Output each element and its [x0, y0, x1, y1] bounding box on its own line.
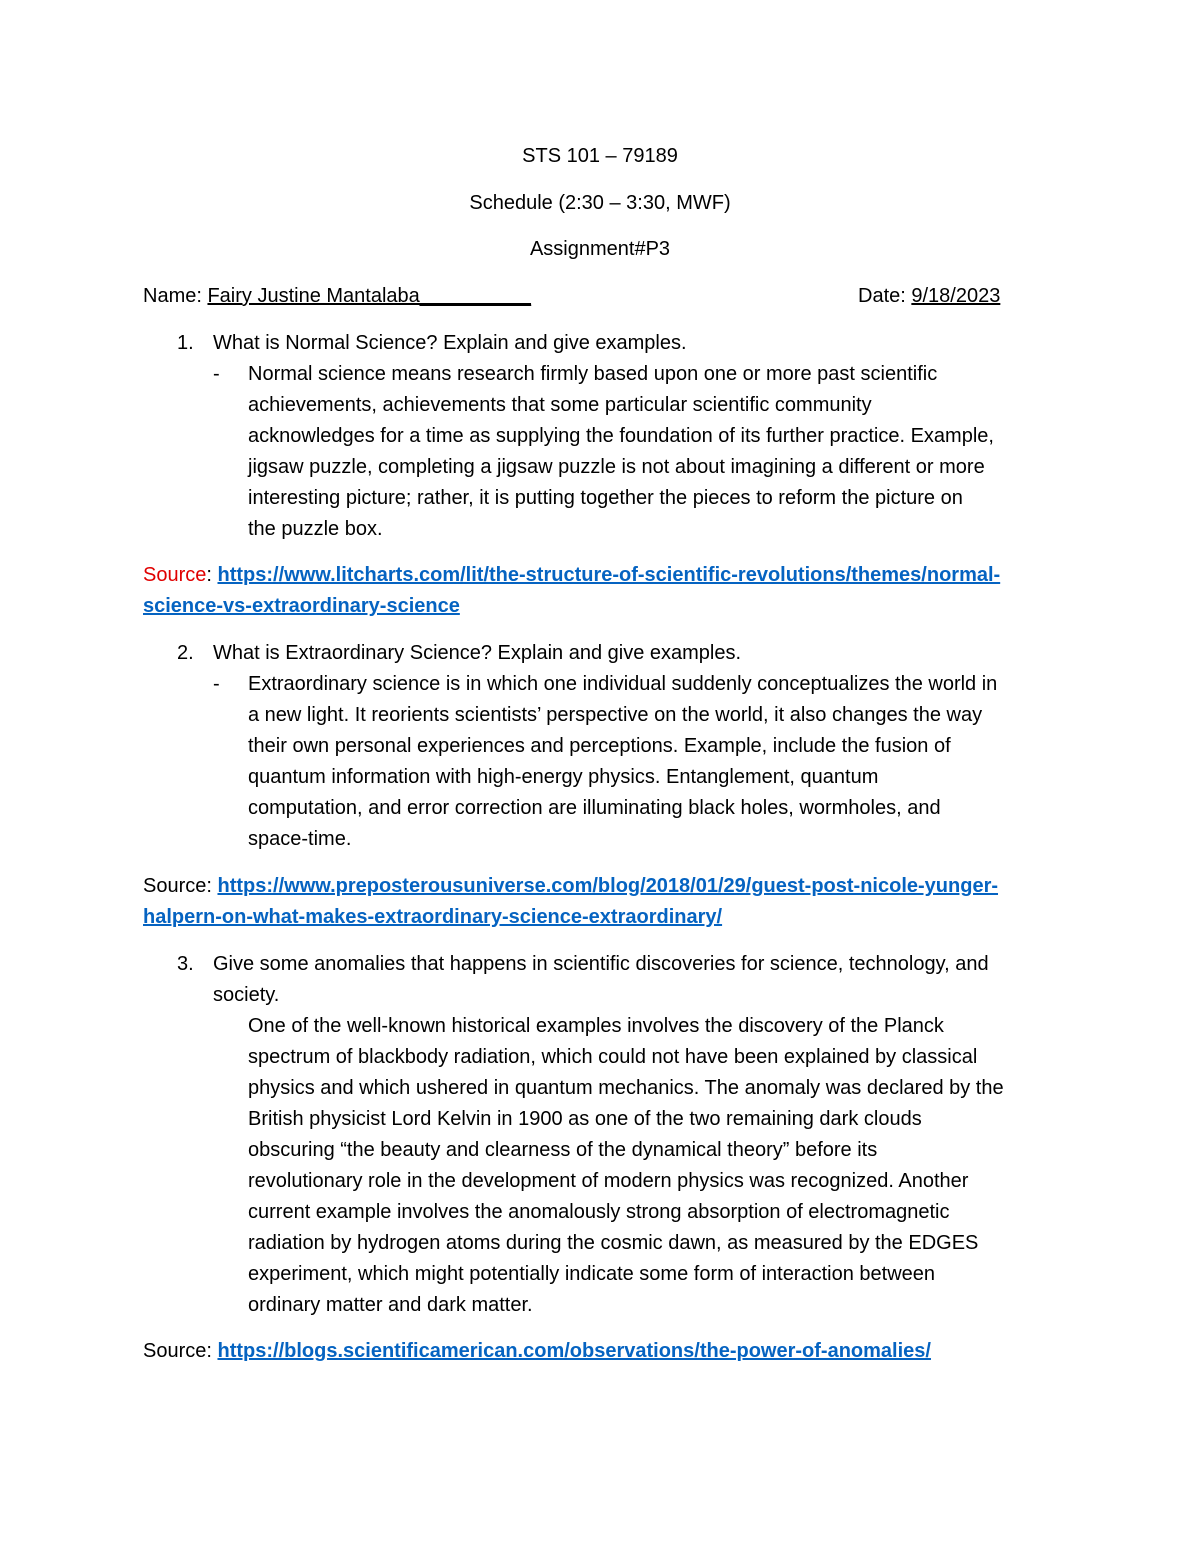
q1-bullet: -: [213, 363, 220, 385]
q3-answer-line: obscuring “the beauty and clearness of the dynamical theory” before its: [248, 1139, 878, 1161]
q2-answer-line: their own personal experiences and perceptions. Example, include the fusion of: [248, 735, 951, 757]
date-value: 9/18/2023: [911, 285, 1001, 307]
q1-answer-line: Normal science means research firmly based upon one or more past scientific: [248, 363, 938, 385]
q2-answer-line: a new light. It reorients scientists’ perspective on the world, it also changes the way: [248, 704, 983, 726]
q3-answer-line: current example involves the anomalously strong absorption of electromagnetic: [248, 1201, 950, 1223]
q3-answer-line: British physicist Lord Kelvin in 1900 as one of the two remaining dark clouds: [248, 1108, 922, 1130]
q3-answer-line: radiation by hydrogen atoms during the cosmic dawn, as measured by the EDGES: [248, 1232, 979, 1254]
q3-answer-line: spectrum of blackbody radiation, which could not have been explained by classical: [248, 1046, 978, 1068]
name-line: [143, 285, 531, 308]
q2-number: 2.: [177, 642, 194, 664]
q2-answer-line: space-time.: [248, 828, 352, 850]
q2-source-label: Source:: [143, 875, 218, 897]
q3-question-line1: Give some anomalies that happens in scientific discoveries for science, technology, and: [213, 953, 989, 975]
q3-question-line2: society.: [213, 984, 280, 1006]
q3-answer-line: ordinary matter and dark matter.: [248, 1294, 533, 1316]
q1-source-link-cont[interactable]: science-vs-extraordinary-science: [143, 595, 460, 617]
q1-answer-line: interesting picture; rather, it is putting together the pieces to reform the picture on: [248, 487, 963, 509]
q1-number: 1.: [177, 332, 194, 354]
q3-number: 3.: [177, 953, 194, 975]
q1-question: What is Normal Science? Explain and give examples.: [213, 332, 687, 354]
q2-source: [143, 875, 998, 898]
schedule-line: Schedule (2:30 – 3:30, MWF): [469, 192, 731, 214]
q2-answer-line: computation, and error correction are illuminating black holes, wormholes, and: [248, 797, 941, 819]
q3-source-label: Source:: [143, 1340, 218, 1362]
q1-answer-line: the puzzle box.: [248, 518, 383, 540]
name-value: Fairy Justine Mantalaba__________: [207, 285, 532, 307]
q3-answer-line: revolutionary role in the development of modern physics was recognized. Another: [248, 1170, 969, 1192]
q2-question: What is Extraordinary Science? Explain and give examples.: [213, 642, 742, 664]
assignment-title: Assignment#P3: [529, 238, 671, 260]
q1-answer-line: acknowledges for a time as supplying the foundation of its further practice. Example,: [248, 425, 994, 447]
q1-answer-line: achievements, achievements that some particular scientific community: [248, 394, 872, 416]
q2-source-link-cont[interactable]: halpern-on-what-makes-extraordinary-science-extraordinary/: [143, 906, 723, 928]
q2-answer-line: Extraordinary science is in which one individual suddenly conceptualizes the world in: [248, 673, 998, 695]
course-title: STS 101 – 79189: [522, 145, 678, 167]
date-line: [858, 285, 1000, 308]
q1-source-link[interactable]: https://www.litcharts.com/lit/the-structure-of-scientific-revolutions/themes/normal-: [217, 564, 1001, 586]
q2-answer-line: quantum information with high-energy physics. Entanglement, quantum: [248, 766, 879, 788]
q1-source: [143, 564, 1000, 587]
q3-answer-line: physics and which ushered in quantum mechanics. The anomaly was declared by the: [248, 1077, 1004, 1099]
q2-bullet: -: [213, 673, 220, 695]
q3-answer-line: experiment, which might potentially indicate some form of interaction between: [248, 1263, 936, 1285]
q2-source-link[interactable]: https://www.preposterousuniverse.com/blog/2018/01/29/guest-post-nicole-yunger-: [217, 875, 999, 897]
q1-source-label: Source: [143, 564, 207, 586]
q3-source: [143, 1340, 931, 1363]
q1-answer-line: jigsaw puzzle, completing a jigsaw puzzle is not about imagining a different or more: [248, 456, 985, 478]
q3-source-link[interactable]: https://blogs.scientificamerican.com/observations/the-power-of-anomalies/: [217, 1340, 931, 1362]
q1-source-colon: :: [206, 564, 218, 586]
date-label: Date:: [858, 285, 912, 307]
name-label: Name:: [143, 285, 208, 307]
q3-answer-line: One of the well-known historical examples involves the discovery of the Planck: [248, 1015, 944, 1037]
